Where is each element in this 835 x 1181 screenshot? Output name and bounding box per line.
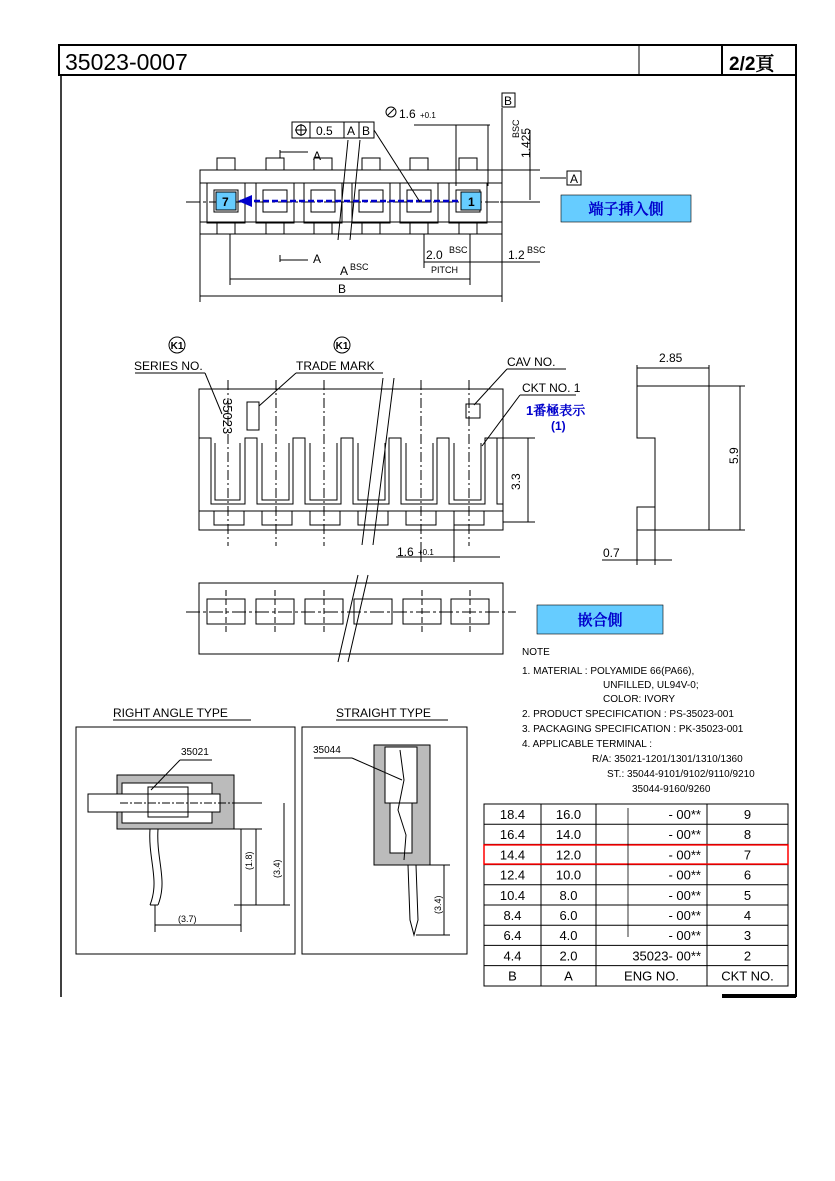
table-cell: - 00** [668, 827, 701, 843]
note-line: 35044-9160/9260 [632, 784, 711, 795]
svg-text:A: A [347, 124, 356, 138]
svg-text:CAV NO.: CAV NO. [507, 355, 556, 369]
svg-text:(3.4): (3.4) [433, 895, 443, 914]
svg-text:1番極表示: 1番極表示 [526, 403, 586, 418]
table-cell: - 00** [668, 928, 701, 944]
svg-text:K1: K1 [335, 341, 349, 352]
svg-text:BSC: BSC [350, 262, 369, 272]
svg-text:35021: 35021 [181, 747, 209, 758]
svg-text:A: A [340, 264, 349, 278]
svg-text:+0.1: +0.1 [418, 548, 434, 557]
front-view-labels [134, 337, 586, 559]
top-view-labels [222, 93, 581, 296]
top-view [186, 107, 566, 302]
svg-text:B: B [338, 282, 347, 296]
svg-text:B: B [362, 124, 371, 138]
table-cell: - 00** [668, 847, 701, 863]
table-cell: 16.0 [555, 807, 582, 822]
svg-text:3.3: 3.3 [509, 473, 523, 490]
pin-7-label: 7 [222, 195, 229, 209]
table-cell: 12.4 [499, 867, 526, 883]
straight-view [302, 706, 467, 954]
svg-text:0.5: 0.5 [316, 124, 333, 138]
table-cell: - 00** [668, 867, 701, 883]
svg-text:A: A [313, 149, 322, 163]
svg-text:端子挿入側: 端子挿入側 [588, 201, 664, 218]
table-cell: 35023- 00** [632, 948, 701, 964]
table-cell: 5 [743, 887, 752, 903]
svg-text:2.0: 2.0 [426, 248, 443, 262]
table-cell: 4.4 [503, 948, 522, 964]
mating-side-label [537, 605, 663, 634]
svg-text:1.6: 1.6 [397, 545, 414, 559]
note-line: ST.: 35044-9101/9102/9110/9210 [607, 769, 755, 780]
table-header: B [508, 968, 517, 984]
page-number: 2/2頁 [729, 54, 775, 75]
table-cell: 14.4 [499, 847, 526, 863]
table-header: A [564, 968, 573, 984]
top-cavities [207, 158, 487, 234]
svg-text:1.2: 1.2 [508, 248, 525, 262]
bottom-view [186, 575, 516, 662]
table-cell: 6.4 [503, 928, 522, 944]
svg-text:2.85: 2.85 [659, 351, 683, 365]
svg-text:5.9: 5.9 [727, 447, 741, 464]
table-cell: 8 [743, 827, 752, 843]
dimension-table [484, 804, 788, 986]
note-line: COLOR: IVORY [603, 694, 676, 705]
table-cell: 8.4 [503, 908, 522, 923]
svg-text:BSC: BSC [527, 245, 546, 255]
svg-text:35044: 35044 [313, 745, 341, 756]
side-view [602, 365, 745, 565]
svg-text:SERIES NO.: SERIES NO. [134, 359, 203, 373]
svg-text:35023: 35023 [220, 398, 235, 435]
table-cell: 4.0 [559, 928, 578, 944]
table-cell: 8.0 [559, 887, 578, 903]
table-cell: - 00** [668, 887, 701, 903]
svg-text:(3.4): (3.4) [272, 859, 282, 878]
table-cell: - 00** [668, 807, 701, 822]
svg-text:0.7: 0.7 [603, 546, 620, 560]
svg-text:(3.7): (3.7) [178, 914, 197, 924]
svg-text:A: A [570, 172, 579, 186]
right-angle-view [76, 706, 295, 954]
svg-text:A: A [313, 252, 322, 266]
note-line: 4. APPLICABLE TERMINAL : [522, 739, 653, 750]
table-cell: 16.4 [499, 827, 526, 843]
notes-title: NOTE [522, 647, 550, 658]
note-line: 1. MATERIAL : POLYAMIDE 66(PA66), [522, 666, 695, 677]
note-line: UNFILLED, UL94V-0; [603, 680, 699, 691]
right-angle-title: RIGHT ANGLE TYPE [113, 706, 228, 720]
side-view-labels [603, 351, 741, 560]
svg-text:CKT NO. 1: CKT NO. 1 [522, 381, 581, 395]
svg-text:+0.1: +0.1 [420, 111, 436, 120]
highlight-row [484, 845, 788, 864]
table-cell: 9 [743, 807, 752, 822]
table-header: CKT NO. [721, 968, 774, 984]
svg-text:1.6: 1.6 [399, 107, 416, 121]
table-cell: - 00** [668, 908, 701, 923]
svg-text:嵌合側: 嵌合側 [577, 612, 623, 629]
svg-text:BSC: BSC [511, 119, 521, 138]
table-cell: 14.0 [555, 827, 582, 843]
svg-text:PITCH: PITCH [431, 265, 458, 275]
table-header: ENG NO. [624, 968, 679, 984]
svg-text:K1: K1 [170, 341, 184, 352]
svg-text:TRADE MARK: TRADE MARK [296, 359, 375, 373]
notes [522, 647, 755, 795]
table-cell: 7 [743, 847, 752, 863]
note-line: 3. PACKAGING SPECIFICATION : PK-35023-001 [522, 724, 744, 735]
table-cell: 4 [743, 908, 752, 923]
svg-text:B: B [504, 94, 513, 108]
svg-text:1.425: 1.425 [519, 127, 533, 158]
table-cell: 10.4 [499, 887, 526, 903]
svg-text:BSC: BSC [449, 245, 468, 255]
table-cell: 6 [743, 867, 752, 883]
table-cell: 2.0 [559, 948, 578, 964]
table-cell: 12.0 [555, 847, 582, 863]
part-number: 35023-0007 [65, 49, 188, 75]
svg-text:(1): (1) [551, 419, 566, 433]
table-cell: 10.0 [555, 867, 582, 883]
front-view [135, 369, 576, 562]
svg-text:(1.8): (1.8) [244, 851, 254, 870]
note-line: R/A: 35021-1201/1301/1310/1360 [592, 754, 743, 765]
straight-title: STRAIGHT TYPE [336, 706, 431, 720]
table-cell: 6.0 [559, 908, 578, 923]
note-line: 2. PRODUCT SPECIFICATION : PS-35023-001 [522, 709, 734, 720]
table-cell: 18.4 [499, 807, 526, 822]
pin-1-label: 1 [468, 195, 475, 209]
table-cell: 3 [743, 928, 752, 944]
table-cell: 2 [743, 948, 752, 964]
insert-side-label [561, 195, 691, 222]
